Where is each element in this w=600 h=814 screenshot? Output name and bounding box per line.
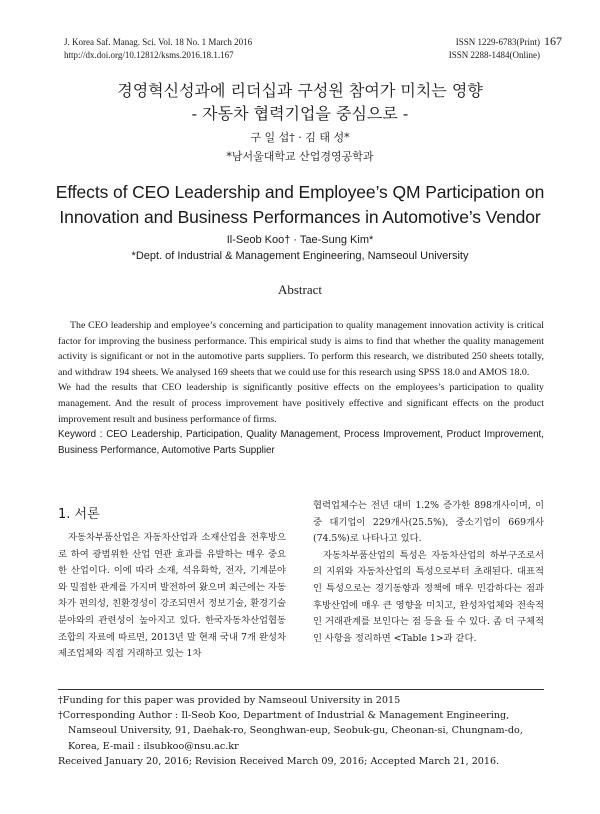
issn-print: ISSN 1229-6783(Print) [455, 37, 540, 47]
english-title-line2: Innovation and Business Performances in Automotive’s Vendor [59, 207, 541, 227]
section-heading-introduction: 1. 서론 [58, 507, 100, 522]
korean-title-line1: 경영혁신성과에 리더십과 구성원 참여가 미치는 영향 [117, 81, 483, 100]
running-header-right [448, 34, 562, 62]
abstract-paragraph-1: The CEO leadership and employee’s concerning and participation to quality management innovation activity is critical factor for improving the business performance. This empirical study is aims to find that whether the quality management activity is significant or not in the automotive parts suppliers. To perform this research, we distributed 250 sheets totally, and withdraw 194 sheets. We analysed 169 sheets that we could use for this research using SPSS 18.0 and AMOS 18.0. [58, 320, 544, 378]
doi-link[interactable]: http://dx.doi.org/10.12812/ksms.2016.18.1.167 [64, 50, 234, 60]
corresponding-author-note: †Corresponding Author : Il-Seob Koo, Department of Industrial & Management Engineering, Namseoul University, 91, Daehak-ro, Seonghwan-eup, Seobuk-gu, Cheonan-si, Chungnam-do, Korea, E-mail : ilsubkoo@nsu.ac.kr [58, 710, 523, 752]
korean-title-line2: - 자동차 협력기업을 중심으로 - [191, 104, 409, 123]
korean-affiliation: *남서울대학교 산업경영공학과 [226, 150, 374, 163]
footnotes [58, 693, 548, 769]
page-number: 167 [544, 34, 562, 48]
received-dates: Received January 20, 2016; Revision Received March 09, 2016; Accepted March 21, 2016. [58, 755, 500, 767]
intro-paragraph-1: 자동차부품산업은 자동차산업과 소재산업을 전후방으로 하여 광범위한 산업 연관 효과를 유발하는 매우 중요한 산업이다. 이에 따라 소재, 석유화학, 전자, 기계분야와 밀접한 관계를 가지며 발전하여 왔으며 최근에는 자동차가 편의성, 친환경성이 강조되면서 정보기술, 환경기술 분야와의 관련성이 높아지고 있다. 한국자동차산업협동조합의 자료에 따르면, 2013년 말 현재 국내 7개 완성차 제조업체와 직접 거래하고 있는 1차 [58, 532, 286, 660]
issn-online: ISSN 2288-1484(Online) [448, 50, 540, 60]
running-header-left [64, 36, 252, 62]
intro-paragraph-1-continued: 협력업체수는 전년 대비 1.2% 증가한 898개사이며, 이중 대기업이 229개사(25.5%), 중소기업이 669개사(74.5%)로 나타나고 있다. [313, 500, 544, 545]
abstract-body [58, 318, 544, 458]
funding-note: †Funding for this paper was provided by Namseoul University in 2015 [58, 695, 401, 706]
body-column-right [313, 498, 544, 647]
keywords: Keyword : CEO Leadership, Participation, Quality Management, Process Improvement, Product Improvement, Business Performance, Automotive Parts Supplier [58, 429, 544, 456]
english-affiliation: *Dept. of Industrial & Management Engineering, Namseoul University [131, 250, 469, 262]
english-title-line1: Effects of CEO Leadership and Employee’s QM Participation on [55, 182, 545, 202]
abstract-paragraph-2: We had the results that CEO leadership is significantly positive effects on the employees’s participation to quality management. And the result of process improvement have positively effective and significant effects on the product improvement result and business performance of firms. [58, 382, 544, 425]
body-column-left [58, 530, 286, 663]
journal-citation: J. Korea Saf. Manag. Sci. Vol. 18 No. 1 March 2016 [64, 37, 253, 47]
korean-authors: 구 일 섭† · 김 태 성* [250, 131, 350, 144]
english-authors: Il-Seob Koo† · Tae-Sung Kim* [226, 234, 374, 246]
intro-paragraph-2: 자동차부품산업의 특성은 자동차산업의 하부구조로서의 지위와 자동차산업의 특성으로부터 초래된다. 대표적인 특성으로는 경기동향과 정책에 매우 민감하다는 점과 후방산업에 매우 큰 영향을 미치고, 완성차업체와 전속적인 거래관계를 보인다는 점 등을 들 수 있다. 좀 더 구체적인 사항을 정리하면 <Table 1>과 같다. [313, 549, 544, 644]
footnote-divider [58, 689, 544, 690]
abstract-heading: Abstract [277, 282, 323, 297]
